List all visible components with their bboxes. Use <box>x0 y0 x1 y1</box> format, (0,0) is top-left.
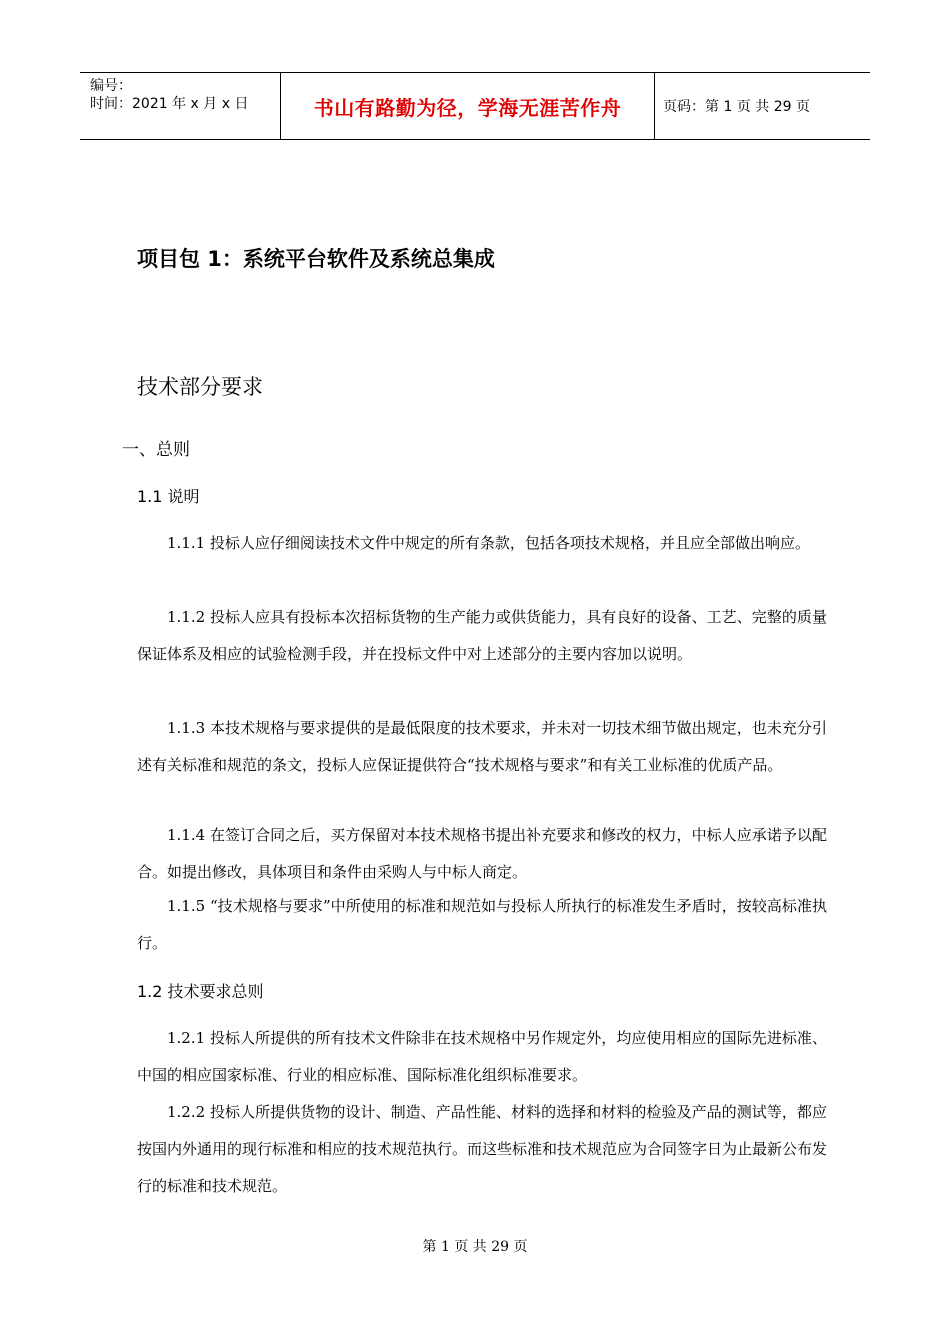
subsection-heading-description: 1.1 说明 <box>137 487 200 506</box>
document-subtitle: 技术部分要求 <box>137 375 263 399</box>
paragraph-1-1-2: 1.1.2 投标人应具有投标本次招标货物的生产能力或供货能力，具有良好的设备、工艺、完整的质量保证体系及相应的试验检测手段，并在投标文件中对上述部分的主要内容加以说明。 <box>137 608 827 663</box>
paragraph-1-1-4: 1.1.4 在签订合同之后，买方保留对本技术规格书提出补充要求和修改的权力，中标人应承诺予以配合。如提出修改，具体项目和条件由采购人与中标人商定。 <box>137 826 827 881</box>
page-footer: 第 1 页 共 29 页 <box>422 1239 528 1255</box>
page-info: 页码：第 1 页 共 29 页 <box>663 99 810 115</box>
header-table <box>80 72 870 140</box>
paragraph-1-1-3: 1.1.3 本技术规格与要求提供的是最低限度的技术要求，并未对一切技术细节做出规定，也未充分引述有关标准和规范的条文，投标人应保证提供符合“技术规格与要求”和有关工业标准的优质产品。 <box>137 719 827 774</box>
paragraph-1-1-5: 1.1.5 “技术规格与要求”中所使用的标准和规范如与投标人所执行的标准发生矛盾时，按较高标准执行。 <box>137 897 827 952</box>
document-title: 项目包 1：系统平台软件及系统总集成 <box>137 247 495 271</box>
paragraph-1-1-1: 1.1.1 投标人应仔细阅读技术文件中规定的所有条款，包括各项技术规格，并且应全部做出响应。 <box>167 534 810 552</box>
number-label: 编号： <box>90 78 132 94</box>
time-label: 时间：2021 年 x 月 x 日 <box>90 96 249 112</box>
section-heading-general: 一、总则 <box>122 440 190 460</box>
paragraph-1-2-1: 1.2.1 投标人所提供的所有技术文件除非在技术规格中另作规定外，均应使用相应的国际先进标准、中国的相应国家标准、行业的相应标准、国际标准化组织标准要求。 <box>137 1029 827 1084</box>
paragraph-1-2-2: 1.2.2 投标人所提供货物的设计、制造、产品性能、材料的选择和材料的检验及产品的测试等，都应按国内外通用的现行标准和相应的技术规范执行。而这些标准和技术规范应为合同签字日为止最新公布发行的标准和技术规范。 <box>137 1103 828 1195</box>
header-left-cell <box>80 73 281 139</box>
subsection-heading-technical: 1.2 技术要求总则 <box>137 982 264 1001</box>
motto: 书山有路勤为径，学海无涯苦作舟 <box>281 73 655 139</box>
